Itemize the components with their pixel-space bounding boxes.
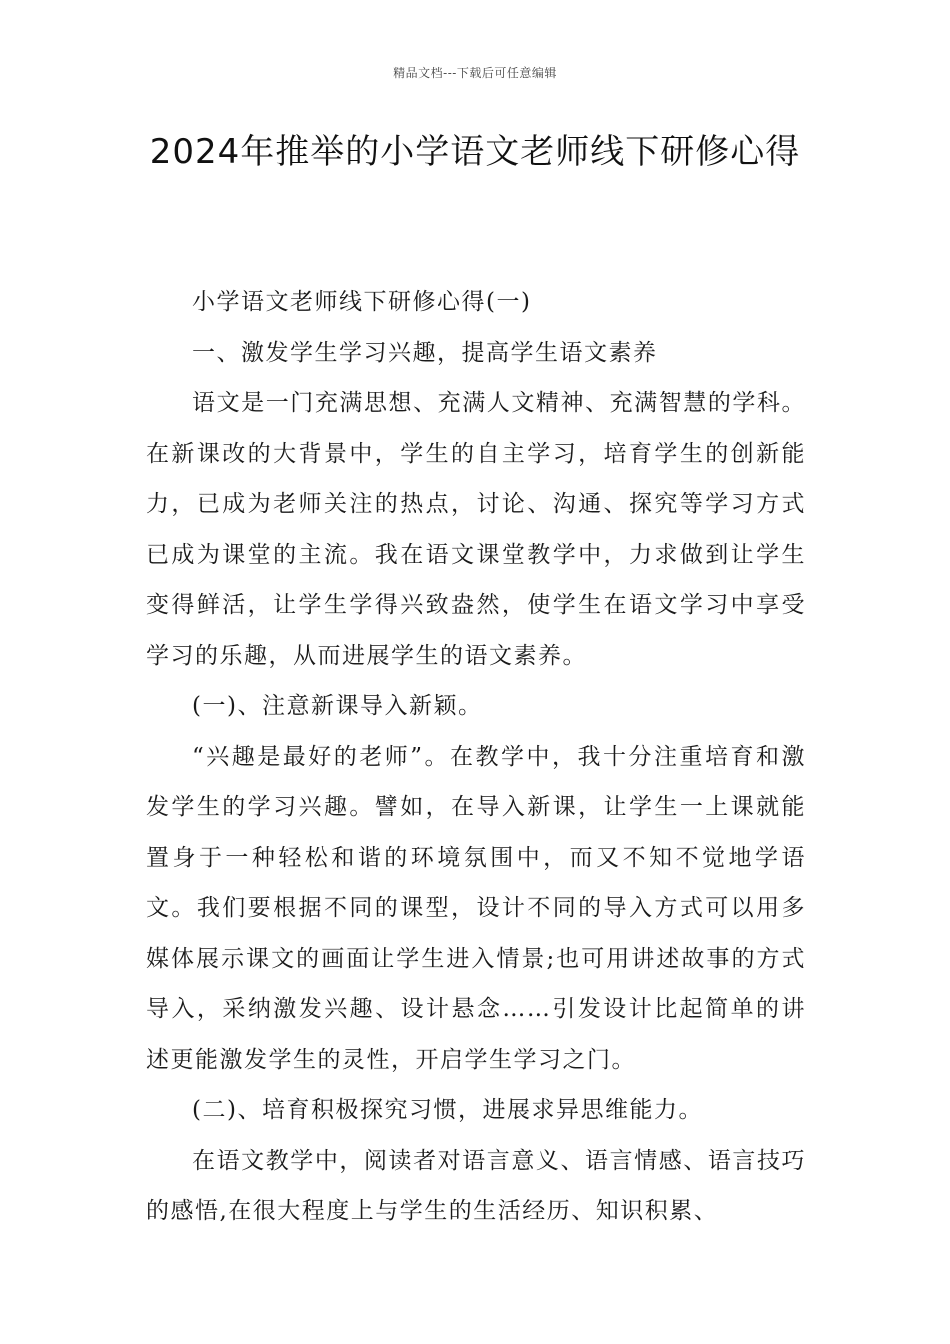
document-title: 2024年推举的小学语文老师线下研修心得 <box>149 132 801 172</box>
section-subheading: 一、激发学生学习兴趣，提高学生语文素养 <box>192 339 658 366</box>
body-paragraph: “兴趣是最好的老师”。在教学中，我十分注重培育和激发学生的学习兴趣。譬如，在导入新课，让学生一上课就能置身于一种轻松和谐的环境氛围中，而又不知不觉地学语文。我们要根据不同的课型，设计不同的导入方式可以用多媒体展示课文的画面让学生进入情景;也可用讲述故事的方式导入，采纳激发兴趣、设计悬念……引发设计比起简单的讲述更能激发学生的灵性，开启学生学习之门。 <box>146 743 806 1073</box>
body-paragraph: 语文是一门充满思想、充满人文精神、充满智慧的学科。在新课改的大背景中，学生的自主学习，培育学生的创新能力，已成为老师关注的热点，讨论、沟通、探究等学习方式已成为课堂的主流。我在语文课堂教学中，力求做到让学生变得鲜活，让学生学得兴致盎然，使学生在语文学习中享受学习的乐趣，从而进展学生的语文素养。 <box>146 390 806 669</box>
document-body <box>146 277 806 1237</box>
section-heading: 小学语文老师线下研修心得(一) <box>192 289 532 315</box>
section-subheading: (二)、培育积极探究习惯，进展求异思维能力。 <box>192 1097 703 1123</box>
body-paragraph: 在语文教学中，阅读者对语言意义、语言情感、语言技巧的感悟,在很大程度上与学生的生活经历、知识积累、 <box>146 1147 806 1224</box>
section-subheading: (一)、注意新课导入新颖。 <box>192 693 483 719</box>
header-note: 精品文档---下载后可任意编辑 <box>393 66 557 80</box>
